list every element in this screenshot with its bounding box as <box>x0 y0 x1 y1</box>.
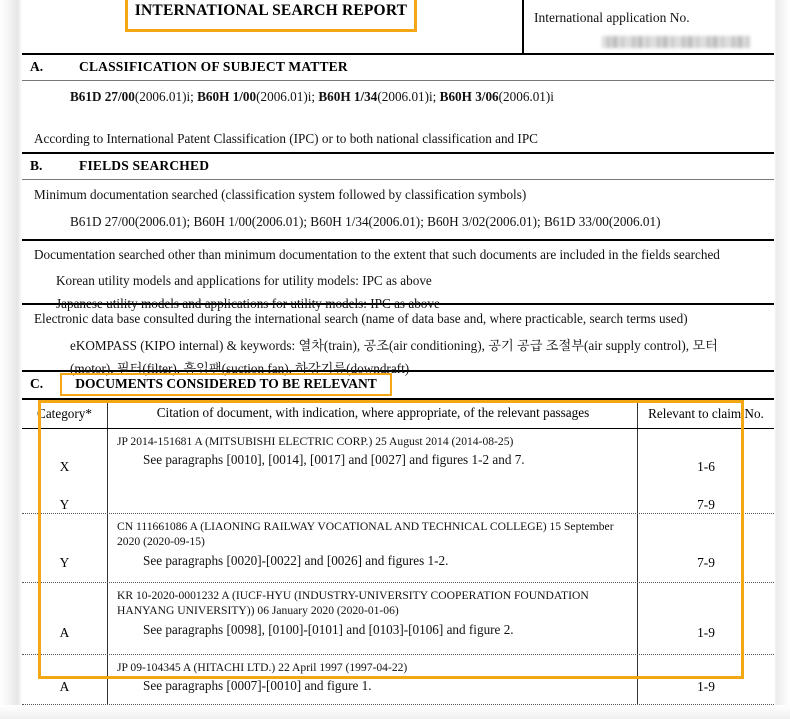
column-header-citation <box>108 400 638 428</box>
category-value: Y <box>59 555 70 570</box>
relevant-claim-value: 1-6 <box>697 459 715 474</box>
citation-title: JP 09-104345 A (HITACHI LTD.) 22 April 1997 (1997-04-22) <box>117 661 408 674</box>
section-a-heading <box>22 55 774 81</box>
relevant-claim-value: 1-9 <box>697 679 715 694</box>
table-row[interactable] <box>22 514 774 583</box>
row-citation <box>108 583 638 654</box>
column-header-relevant-label: Relevant to claim No. <box>648 406 764 421</box>
citation-table-header-row <box>22 400 774 429</box>
document-body <box>22 0 774 710</box>
section-c-letter: C. <box>30 376 44 391</box>
category-value: A <box>59 625 70 640</box>
header-vertical-separator <box>522 0 524 55</box>
ipc-part2-version: (2006.01)i; <box>256 89 319 104</box>
relevant-claim-value: 7-9 <box>697 555 715 570</box>
electronic-database-keywords-line2: (motor), 필터(filter), 흡입팬(suction fan), 하강기류(downdraft) <box>70 361 410 377</box>
section-a-classification-row <box>22 81 774 125</box>
row-category <box>22 514 108 582</box>
ipc-part4-version: (2006.01)i <box>498 89 554 104</box>
ipc-part1-symbol: B61D 27/00 <box>70 89 135 104</box>
row-citation <box>108 655 638 704</box>
row-category <box>22 429 108 513</box>
column-header-citation-label: Citation of document, with indication, where appropriate, of the relevant passages <box>156 405 590 420</box>
section-b-heading <box>22 154 774 180</box>
column-header-category-label: Category* <box>37 406 92 421</box>
other-documentation-label: Documentation searched other than minimum documentation to the extent that such documents are included in the fields searched <box>34 247 720 262</box>
citation-table <box>22 400 774 705</box>
relevant-claim-value: 1-9 <box>697 625 715 640</box>
ipc-part4-symbol: B60H 3/06 <box>439 89 499 104</box>
table-row[interactable] <box>22 583 774 655</box>
ipc-part3-version: (2006.01)i; <box>377 89 440 104</box>
electronic-database-row <box>22 305 774 377</box>
header-title-cell <box>22 0 522 55</box>
row-citation <box>108 514 638 582</box>
electronic-database-keywords-line1: eKOMPASS (KIPO internal) & keywords: 열차(train), 공조(air conditioning), 공기 공급 조절부(air supply control), 모터 <box>70 337 718 353</box>
category-value: A <box>59 679 70 694</box>
row-category <box>22 655 108 704</box>
citation-title: KR 10-2020-0001232 A (IUCF-HYU (INDUSTRY-UNIVERSITY COOPERATION FOUNDATION HANYANG UNIVERSITY)) 06 January 2020 (2020-01-06) <box>117 589 589 618</box>
column-header-category <box>22 400 108 428</box>
ipc-part3-symbol: B60H 1/34 <box>318 89 378 104</box>
section-a-title: CLASSIFICATION OF SUBJECT MATTER <box>79 59 348 74</box>
citation-passages: See paragraphs [0020]-[0022] and [0026] and figures 1-2. <box>143 552 449 568</box>
row-relevant-claims <box>638 429 774 513</box>
page-edge-left <box>0 0 22 719</box>
minimum-documentation-row <box>22 180 774 241</box>
page-edge-right <box>774 0 790 719</box>
section-a-according-row <box>22 125 774 154</box>
row-relevant-claims <box>638 655 774 704</box>
row-relevant-claims <box>638 583 774 654</box>
citation-passages: See paragraphs [0010], [0014], [0017] and [0027] and figures 1-2 and 7. <box>143 452 525 468</box>
row-relevant-claims <box>638 514 774 582</box>
table-row[interactable] <box>22 655 774 705</box>
other-documentation-japanese: Japanese utility models and applications for utility models: IPC as above <box>56 296 440 312</box>
minimum-documentation-label: Minimum documentation searched (classification system followed by classification symbols) <box>34 187 527 202</box>
minimum-documentation-value: B61D 27/00(2006.01); B60H 1/00(2006.01); B60H 1/34(2006.01); B60H 3/02(2006.01); B61D 33/00(2006.01) <box>70 213 661 229</box>
page-title: INTERNATIONAL SEARCH REPORT <box>134 2 408 19</box>
application-number-label: International application No. <box>534 10 690 25</box>
column-header-relevant <box>638 400 774 428</box>
row-category <box>22 583 108 654</box>
citation-title: JP 2014-151681 A (MITSUBISHI ELECTRIC CORP.) 25 August 2014 (2014-08-25) <box>117 435 514 448</box>
table-row[interactable] <box>22 429 774 514</box>
ipc-part1-version: (2006.01)i; <box>134 89 198 104</box>
section-b-letter: B. <box>30 158 43 173</box>
ipc-classification-line <box>22 81 774 112</box>
relevant-claim-value: 7-9 <box>697 497 715 512</box>
other-documentation-korean: Korean utility models and applications for utility models: IPC as above <box>56 272 432 288</box>
application-number-value-redacted <box>602 36 750 48</box>
section-c-heading <box>22 372 774 400</box>
row-citation <box>108 429 638 513</box>
according-to-ipc-text: According to International Patent Classification (IPC) or to both national classification and IPC <box>34 131 538 146</box>
section-a-letter: A. <box>30 59 44 74</box>
category-value: Y <box>59 497 70 512</box>
section-c-title: DOCUMENTS CONSIDERED TO BE RELEVANT <box>75 376 377 391</box>
section-b-title: FIELDS SEARCHED <box>79 158 210 173</box>
citation-title: CN 111661086 A (LIAONING RAILWAY VOCATIONAL AND TECHNICAL COLLEGE) 15 September 2020 (2020-09-15) <box>117 520 614 549</box>
citation-passages: See paragraphs [0098], [0100]-[0101] and [0103]-[0106] and figure 2. <box>143 621 514 637</box>
category-value: X <box>59 459 70 474</box>
citation-passages: See paragraphs [0007]-[0010] and figure 1. <box>143 678 372 694</box>
electronic-database-label: Electronic data base consulted during the international search (name of data base and, where practicable, search terms used) <box>34 311 688 326</box>
document-header <box>22 0 774 55</box>
other-documentation-row <box>22 241 774 312</box>
ipc-part2-symbol: B60H 1/00 <box>197 89 257 104</box>
